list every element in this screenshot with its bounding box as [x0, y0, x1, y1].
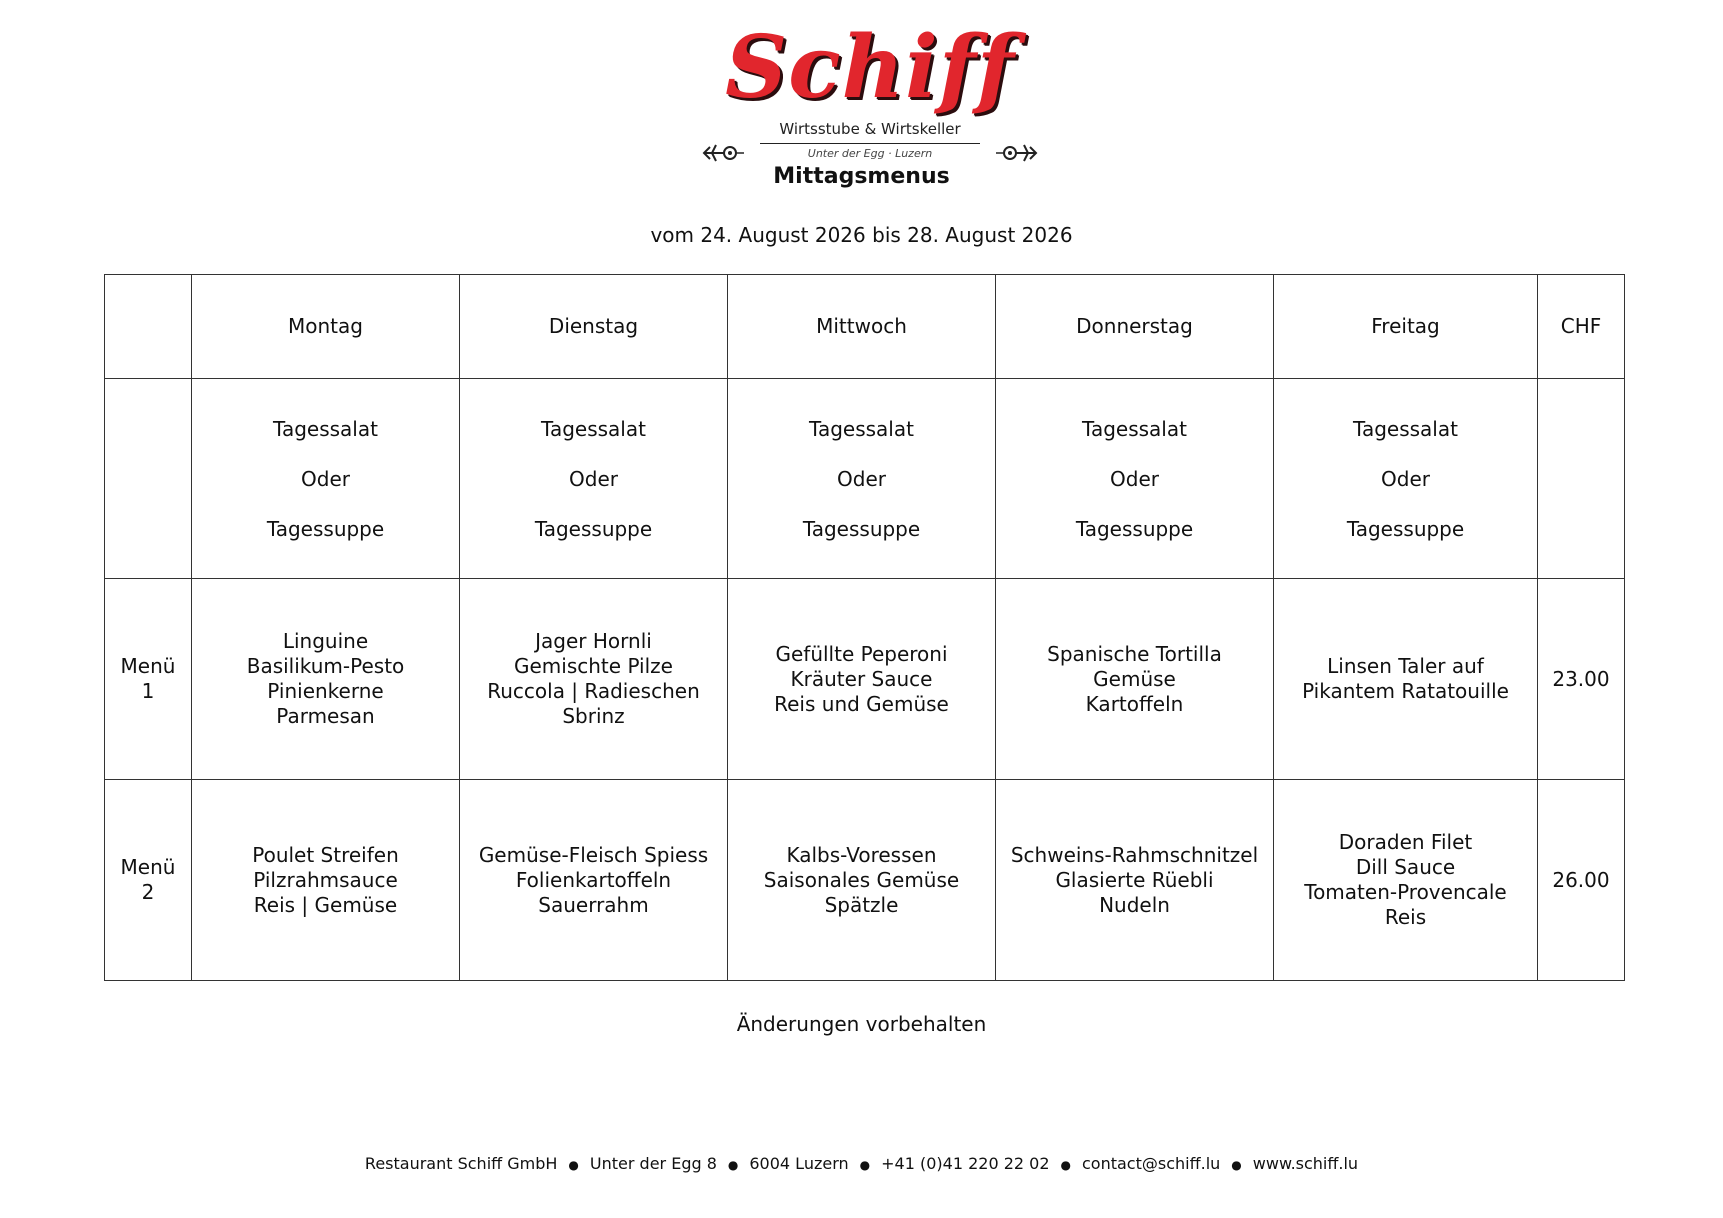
dish-cell-montag [192, 579, 460, 780]
starter-line: Tagessalat [273, 416, 378, 441]
header-cell-dienstag: Dienstag [460, 275, 728, 379]
starter-price-cell [1538, 379, 1625, 579]
dish-line: Folienkartoffeln [515, 867, 672, 892]
starter-line: Tagessalat [541, 416, 646, 441]
logo-subtitle: Wirtsstube & Wirtskeller [779, 120, 961, 138]
header-cell-donnerstag: Donnerstag [996, 275, 1274, 379]
starter-line: Oder [837, 466, 886, 491]
dish-line: Sauerrahm [538, 892, 649, 917]
starter-line: Tagessuppe [534, 516, 653, 541]
starter-row [105, 379, 1625, 579]
dish-line: Gemischte Pilze [514, 654, 673, 678]
starter-line: Oder [1381, 466, 1430, 491]
dish-line: Linsen Taler auf [1327, 654, 1484, 678]
starter-cell-montag [192, 379, 460, 579]
menu-label-line: 1 [141, 679, 155, 703]
dish-line: Pilzrahmsauce [253, 867, 398, 892]
header-cell-chf: CHF [1538, 275, 1625, 379]
footer [0, 1154, 1723, 1173]
dish-cell-donnerstag [996, 780, 1274, 981]
dish-cell-mittwoch [728, 780, 996, 981]
dish-line: Parmesan [276, 704, 375, 728]
page-title: Mittagsmenus [773, 164, 950, 189]
footer-item[interactable]: +41 (0)41 220 22 02 [881, 1154, 1050, 1173]
dish-line: Pikantem Ratatouille [1302, 679, 1509, 703]
changes-note: Änderungen vorbehalten [736, 1012, 987, 1036]
dish-cell-dienstag [460, 780, 728, 981]
starter-line: Tagessalat [809, 416, 914, 441]
starter-cell-donnerstag [996, 379, 1274, 579]
starter-cell-dienstag [460, 379, 728, 579]
dish-line: Spätzle [824, 892, 899, 917]
logo-divider [760, 143, 980, 144]
starter-line: Tagessuppe [266, 516, 385, 541]
menu-price-cell: 23.00 [1538, 579, 1625, 780]
dish-cell-donnerstag [996, 579, 1274, 780]
dish-line: Linguine [282, 629, 369, 653]
dish-cell-montag [192, 780, 460, 981]
footer-item: Unter der Egg 8 [589, 1154, 717, 1173]
footer-separator: ● [1060, 1157, 1071, 1172]
starter-line: Tagessuppe [1075, 516, 1194, 541]
logo-wordmark: Schiff [725, 17, 1015, 118]
dish-line: Nudeln [1099, 892, 1170, 917]
dish-line: Reis [1384, 905, 1427, 929]
restaurant-logo [700, 17, 1040, 170]
dish-cell-dienstag [460, 579, 728, 780]
footer-item: Restaurant Schiff GmbH [364, 1154, 558, 1173]
starter-line: Tagessuppe [802, 516, 921, 541]
dish-cell-mittwoch [728, 579, 996, 780]
dish-cell-freitag [1274, 579, 1538, 780]
header-cell-mittwoch: Mittwoch [728, 275, 996, 379]
dish-line: Reis und Gemüse [774, 691, 949, 716]
dish-line: Kräuter Sauce [790, 666, 933, 691]
menu-label-line: Menü [120, 855, 176, 879]
dish-line: Poulet Streifen [252, 842, 399, 867]
dish-line: Doraden Filet [1338, 830, 1473, 854]
header-cell-corner [105, 275, 192, 379]
dish-line: Spanische Tortilla [1047, 641, 1222, 666]
dish-line: Saisonales Gemüse [763, 867, 960, 892]
starter-line: Oder [301, 466, 350, 491]
dish-line: Ruccola | Radieschen [487, 679, 700, 703]
starter-line: Tagessalat [1082, 416, 1187, 441]
menu-table [104, 274, 1625, 981]
footer-item: 6004 Luzern [749, 1154, 849, 1173]
footer-separator: ● [727, 1157, 739, 1172]
footer-item[interactable]: contact@schiff.lu [1082, 1154, 1221, 1173]
starter-line: Oder [1110, 466, 1159, 491]
menu-row-2 [105, 780, 1625, 981]
dish-line: Gemüse [1093, 666, 1176, 691]
dish-line: Sbrinz [562, 704, 625, 728]
footer-separator: ● [1231, 1157, 1242, 1172]
starter-cell-mittwoch [728, 379, 996, 579]
dish-line: Gefüllte Peperoni [775, 641, 948, 666]
dish-line: Tomaten-Provencale [1304, 880, 1507, 904]
date-range: vom 24. August 2026 bis 28. August 2026 [650, 223, 1073, 247]
dish-cell-freitag [1274, 780, 1538, 981]
menu-price-cell: 26.00 [1538, 780, 1625, 981]
starter-line: Tagessuppe [1346, 516, 1465, 541]
menu-label-line: 2 [141, 880, 155, 904]
header-cell-montag: Montag [192, 275, 460, 379]
dish-line: Kalbs-Voressen [786, 842, 937, 867]
starter-line: Oder [569, 466, 618, 491]
dish-line: Reis | Gemüse [253, 892, 398, 917]
dish-line: Gemüse-Fleisch Spiess [478, 842, 709, 867]
header-cell-freitag: Freitag [1274, 275, 1538, 379]
dish-line: Basilikum-Pesto [246, 654, 405, 678]
dish-line: Dill Sauce [1355, 855, 1456, 879]
logo-location: Unter der Egg · Luzern [807, 147, 933, 160]
starter-label-cell [105, 379, 192, 579]
footer-item[interactable]: www.schiff.lu [1252, 1154, 1359, 1173]
starter-cell-freitag [1274, 379, 1538, 579]
starter-line: Tagessalat [1353, 416, 1458, 441]
dish-line: Pinienkerne [267, 679, 384, 703]
footer-separator: ● [568, 1157, 579, 1172]
menu-label-line: Menü [120, 654, 176, 678]
menu-label-cell [105, 579, 192, 780]
dish-line: Schweins-Rahmschnitzel [1010, 842, 1259, 867]
footer-separator: ● [859, 1157, 871, 1172]
dish-line: Glasierte Rüebli [1055, 867, 1214, 892]
menu-label-cell [105, 780, 192, 981]
dish-line: Kartoffeln [1085, 691, 1184, 716]
header-row [105, 275, 1625, 379]
menu-row-1 [105, 579, 1625, 780]
dish-line: Jager Hornli [535, 629, 652, 653]
